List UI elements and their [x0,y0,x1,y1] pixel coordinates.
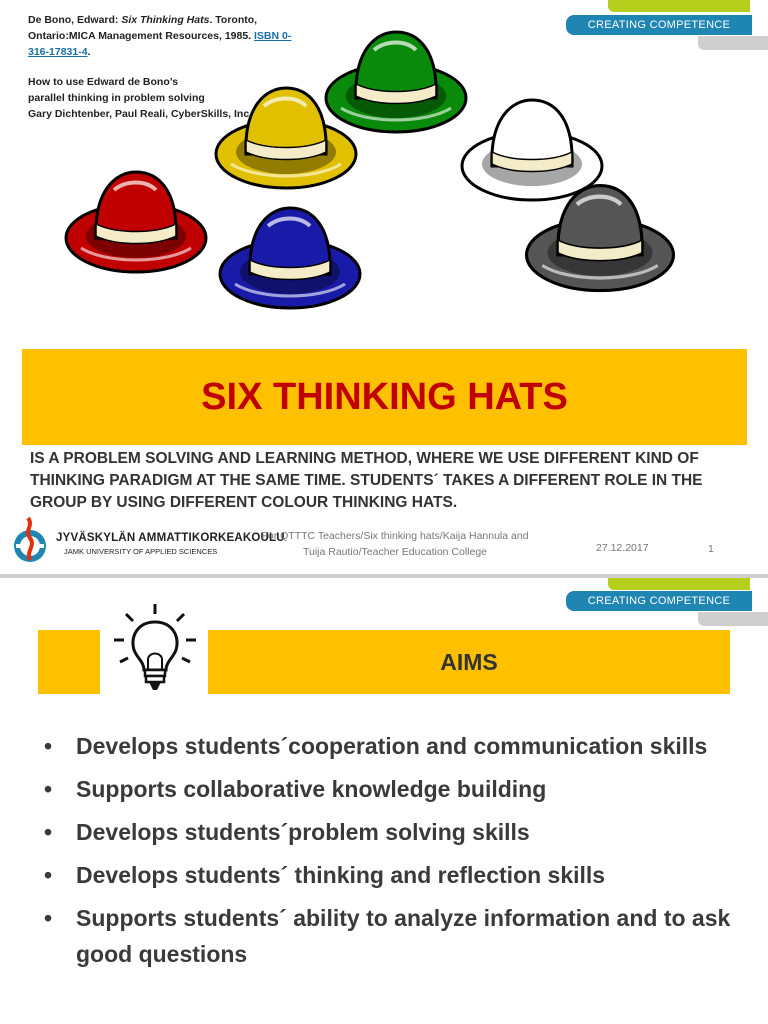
list-item-text: Develops students´problem solving skills [76,819,530,845]
method-description: IS A PROBLEM SOLVING AND LEARNING METHOD, WHERE WE USE DIFFERENT KIND OF THINKING PARADIGM AT THE SAME TIME. STUDENTS´ TAKES A DIFFERENT ROLE IN THE GROUP BY USING DIFFERENT COLOUR THINKING HATS. [30,450,703,511]
bullet-dot: • [44,733,53,759]
list-item-text: Develops students´ thinking and reflection skills [76,862,606,888]
isbn-link-part2[interactable]: 316-17831-4 [28,46,88,58]
jamk-logo-icon [12,516,48,566]
ref1-place: . Toronto, [209,14,258,26]
lightbulb-icon [104,600,206,700]
reference-1 [28,12,328,60]
logo-institution-name: JYVÄSKYLÄN AMMATTIKORKEAKOULU [56,532,285,544]
bullet-dot: • [44,819,53,845]
badge-lime-strip [608,0,750,12]
ref1-end: . [87,46,91,58]
slide-footer [0,514,768,574]
bullet-dot: • [44,905,53,931]
footer-date: 27.12.2017 [596,542,649,554]
ref2-line2: parallel thinking in problem solving [28,92,205,104]
red-hat-icon [66,172,206,272]
aims-heading: AIMS [440,648,498,675]
black-hat-icon [527,186,674,291]
list-item [40,900,740,972]
title-band [22,349,747,445]
list-item-text: Supports collaborative knowledge building [76,776,547,802]
bullet-dot: • [44,862,53,888]
aims-left-block [38,630,100,694]
page-number: 1 [708,543,714,555]
blue-hat-icon [220,208,360,308]
badge-gray-strip [698,612,768,626]
list-item [40,771,740,807]
slide-title: SIX THINKING HATS [201,375,568,418]
badge-lime-strip [608,578,750,590]
reference-2 [28,74,328,122]
footer-credit-line1: For QTTTC Teachers/Six thinking hats/Kaija Hannula and [261,530,529,542]
references [28,12,328,122]
aims-list [40,728,740,979]
isbn-link-part1[interactable]: ISBN 0- [254,30,292,42]
creating-competence-badge: CREATING COMPETENCE [566,15,752,35]
ref2-line3: Gary Dichtenber, Paul Reali, CyberSkills, Inc. [28,108,253,120]
aims-heading-band [208,630,730,694]
ref1-publisher: Ontario:MICA Management Resources, 1985. [28,30,255,42]
footer-credit-line2: Tuija Rautio/Teacher Education College [302,546,488,558]
list-item [40,857,740,893]
creating-competence-badge: CREATING COMPETENCE [566,591,752,611]
list-item-text: Supports students´ ability to analyze information and to ask good questions [76,905,731,967]
footer-credit [240,528,550,560]
white-hat-icon [462,100,602,200]
list-item [40,728,740,764]
ref1-book-title: Six Thinking Hats [121,14,210,26]
list-item [40,814,740,850]
green-hat-icon [326,32,466,132]
ref1-author: De Bono, Edward: [28,14,122,26]
logo-institution-subtitle: JAMK UNIVERSITY OF APPLIED SCIENCES [64,547,218,556]
list-item-text: Develops students´cooperation and communication skills [76,733,708,759]
bullet-dot: • [44,776,53,802]
ref2-line1: How to use Edward de Bono’s [28,76,179,88]
slide-2 [0,578,768,1024]
